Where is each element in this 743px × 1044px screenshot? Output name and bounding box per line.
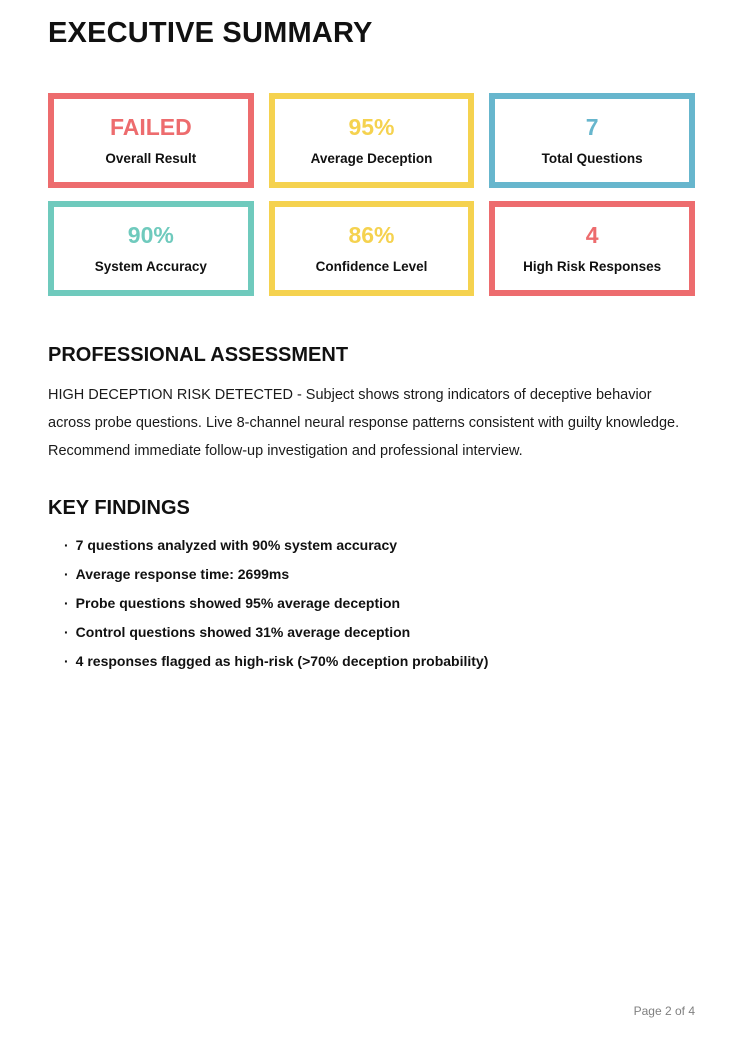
metric-card-total-questions (489, 93, 695, 188)
professional-assessment-body: HIGH DECEPTION RISK DETECTED - Subject shows strong indicators of deceptive behavior across probe questions. Live 8-channel neural response patterns consistent with guilty knowledge. Recommend immediate follow-up investigation and professional interview. (48, 387, 680, 459)
page-number: Page 2 of 4 (633, 1004, 695, 1018)
metric-label-average-deception: Average Deception (310, 150, 433, 166)
finding-item (64, 596, 695, 610)
finding-text: Probe questions showed 95% average deception (75, 595, 401, 611)
bullet-icon: · (64, 653, 69, 669)
metric-card-confidence-level (269, 201, 475, 296)
bullet-icon: · (64, 537, 69, 553)
finding-text: Control questions showed 31% average deception (75, 624, 411, 640)
finding-item (64, 625, 695, 639)
metric-value-overall-result: FAILED (109, 113, 192, 140)
key-findings-list (48, 538, 695, 668)
key-findings-heading: KEY FINDINGS (48, 497, 190, 519)
bullet-icon: · (64, 566, 69, 582)
page-title: EXECUTIVE SUMMARY (48, 17, 373, 49)
bullet-icon: · (64, 624, 69, 640)
bullet-icon: · (64, 595, 69, 611)
metric-label-overall-result: Overall Result (105, 150, 197, 166)
finding-text: 4 responses flagged as high-risk (>70% deception probability) (75, 653, 489, 669)
metric-value-total-questions: 7 (585, 113, 599, 140)
metric-card-average-deception (269, 93, 475, 188)
metric-value-high-risk-responses: 4 (585, 221, 599, 248)
metric-label-high-risk-responses: High Risk Responses (523, 258, 662, 274)
metric-label-system-accuracy: System Accuracy (94, 258, 207, 274)
metric-label-total-questions: Total Questions (541, 150, 643, 166)
metric-value-system-accuracy: 90% (127, 221, 174, 248)
metric-label-confidence-level: Confidence Level (315, 258, 428, 274)
metric-card-system-accuracy (48, 201, 254, 296)
professional-assessment-heading: PROFESSIONAL ASSESSMENT (48, 344, 349, 366)
metric-card-high-risk-responses (489, 201, 695, 296)
metric-value-confidence-level: 86% (348, 221, 395, 248)
finding-item (64, 567, 695, 581)
finding-item (64, 538, 695, 552)
finding-text: Average response time: 2699ms (75, 566, 290, 582)
summary-cards-grid (48, 93, 695, 296)
finding-item (64, 654, 695, 668)
metric-value-average-deception: 95% (348, 113, 395, 140)
metric-card-overall-result (48, 93, 254, 188)
finding-text: 7 questions analyzed with 90% system accuracy (75, 537, 398, 553)
